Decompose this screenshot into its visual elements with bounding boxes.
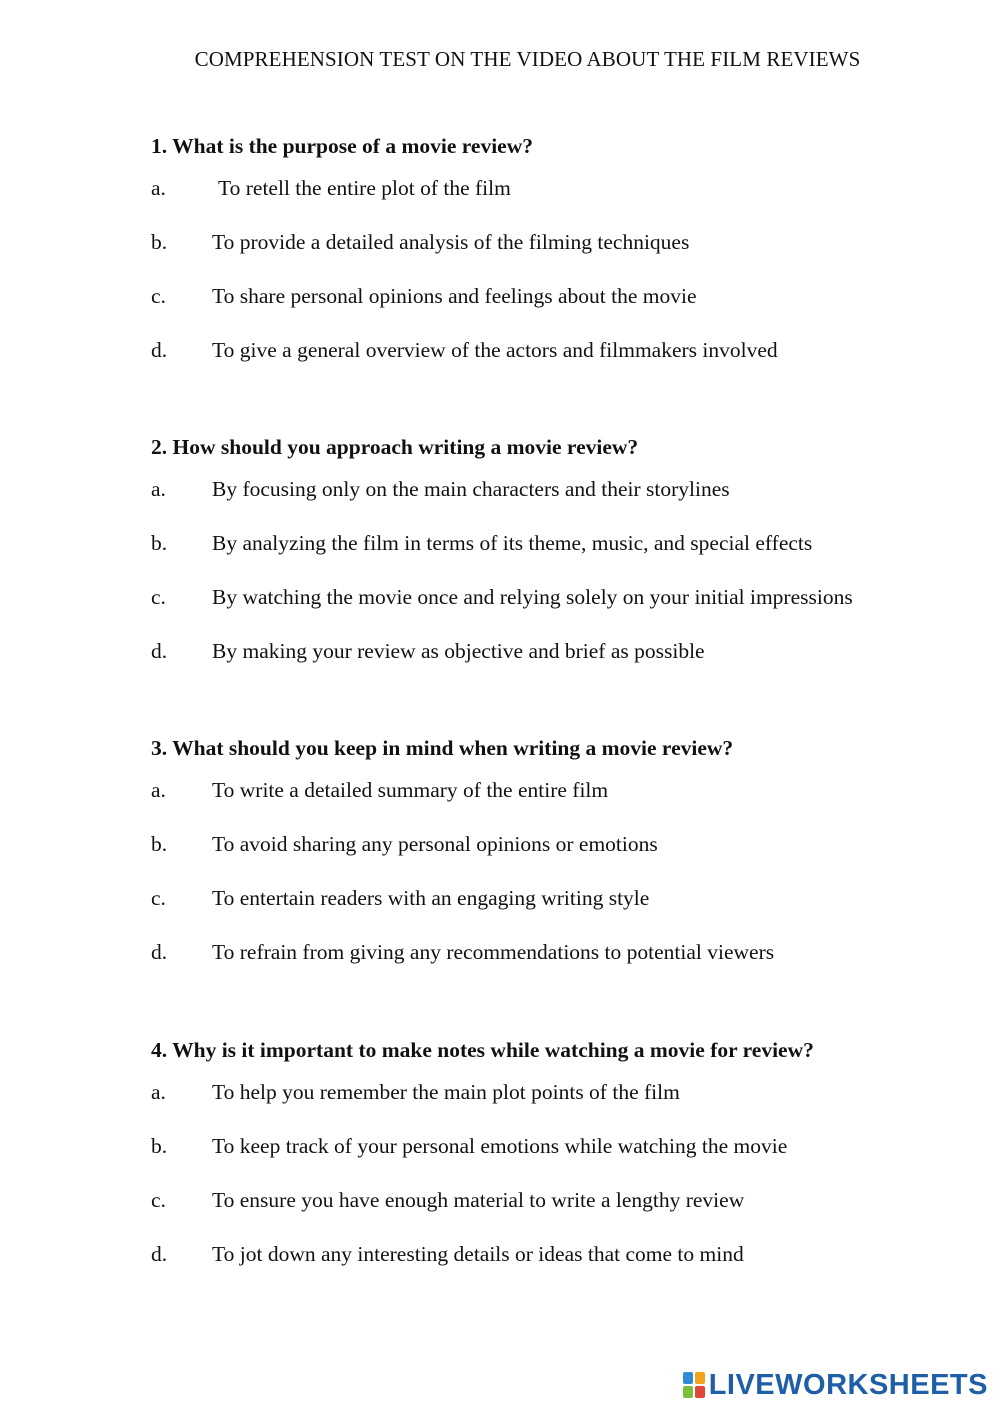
option-c[interactable]: [151, 584, 951, 638]
option-letter: a.: [151, 477, 166, 501]
liveworksheets-logo-icon: [683, 1372, 705, 1398]
option-text: To ensure you have enough material to write a lengthy review: [212, 1188, 745, 1212]
option-letter: d.: [151, 1242, 168, 1266]
option-letter: b.: [151, 832, 168, 856]
question-1: [151, 133, 951, 391]
logo-square-red: [695, 1386, 705, 1398]
option-letter: c.: [151, 284, 166, 308]
option-letter: b.: [151, 1134, 168, 1158]
option-text: To share personal opinions and feelings about the movie: [212, 284, 697, 308]
option-text: To give a general overview of the actors and filmmakers involved: [212, 338, 778, 362]
option-a[interactable]: [151, 1079, 951, 1133]
option-a[interactable]: [151, 476, 951, 530]
option-b[interactable]: [151, 831, 951, 885]
option-letter: a.: [151, 176, 166, 200]
option-list: [151, 476, 951, 692]
option-c[interactable]: [151, 885, 951, 939]
option-text: To avoid sharing any personal opinions or emotions: [212, 832, 658, 856]
option-letter: b.: [151, 230, 168, 254]
option-letter: b.: [151, 531, 168, 555]
option-text: By focusing only on the main characters and their storylines: [212, 477, 730, 501]
question-3: [151, 735, 951, 993]
question-text: 2. How should you approach writing a movie review?: [151, 435, 639, 459]
question-4: [151, 1037, 951, 1295]
option-a[interactable]: [151, 777, 951, 831]
option-d[interactable]: [151, 337, 951, 391]
option-letter: c.: [151, 886, 166, 910]
option-list: [151, 777, 951, 993]
option-text: To retell the entire plot of the film: [218, 176, 511, 200]
option-d[interactable]: [151, 638, 951, 692]
logo-square-green: [683, 1386, 693, 1398]
option-letter: d.: [151, 338, 168, 362]
option-text: By analyzing the film in terms of its theme, music, and special effects: [212, 531, 813, 555]
page-title: COMPREHENSION TEST ON THE VIDEO ABOUT THE FILM REVIEWS: [194, 47, 861, 71]
question-2: [151, 434, 951, 692]
option-text: To help you remember the main plot points of the film: [212, 1080, 680, 1104]
option-text: To refrain from giving any recommendations to potential viewers: [212, 940, 775, 964]
option-letter: a.: [151, 1080, 166, 1104]
option-b[interactable]: [151, 229, 951, 283]
option-text: To write a detailed summary of the entire film: [212, 778, 609, 802]
option-text: To entertain readers with an engaging writing style: [212, 886, 650, 910]
option-d[interactable]: [151, 939, 951, 993]
option-letter: c.: [151, 1188, 166, 1212]
option-b[interactable]: [151, 530, 951, 584]
option-c[interactable]: [151, 283, 951, 337]
logo-square-blue: [683, 1372, 693, 1384]
question-text: 1. What is the purpose of a movie review?: [151, 134, 534, 158]
logo-square-orange: [695, 1372, 705, 1384]
question-text: 3. What should you keep in mind when writing a movie review?: [151, 736, 734, 760]
question-text: 4. Why is it important to make notes while watching a movie for review?: [151, 1038, 814, 1062]
option-text: To jot down any interesting details or ideas that come to mind: [212, 1242, 744, 1266]
liveworksheets-logo: [683, 1368, 988, 1402]
option-letter: a.: [151, 778, 166, 802]
option-d[interactable]: [151, 1241, 951, 1295]
option-list: [151, 1079, 951, 1295]
option-text: To keep track of your personal emotions while watching the movie: [212, 1134, 788, 1158]
option-list: [151, 175, 951, 391]
option-a[interactable]: [151, 175, 951, 229]
option-c[interactable]: [151, 1187, 951, 1241]
option-letter: c.: [151, 585, 166, 609]
option-text: By making your review as objective and brief as possible: [212, 639, 705, 663]
option-text: To provide a detailed analysis of the filming techniques: [212, 230, 690, 254]
option-letter: d.: [151, 940, 168, 964]
option-text: By watching the movie once and relying solely on your initial impressions: [212, 585, 853, 609]
option-letter: d.: [151, 639, 168, 663]
option-b[interactable]: [151, 1133, 951, 1187]
logo-text: LIVEWORKSHEETS: [708, 1368, 988, 1401]
